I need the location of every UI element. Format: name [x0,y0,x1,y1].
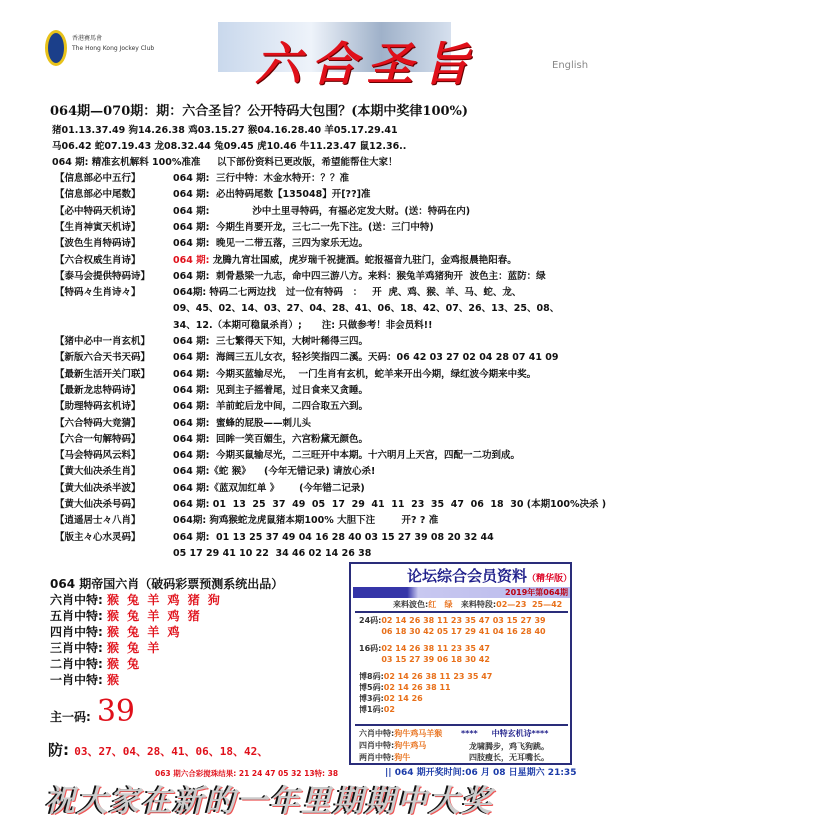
forum-xiao-row [359,728,442,739]
row-content [173,319,432,333]
xiao-value: 猴 兔 [107,657,142,671]
row-text: 064 期:《蛇 猴》 (今年无错记录) 请放心杀! [173,466,376,478]
page-title: 六合圣旨 [255,37,479,91]
row-text: 064 期:《蓝双加红单 》 (今年错二记录) [173,482,365,494]
wave-value: 红 绿 [428,600,453,609]
row-text: 09、45、02、14、03、27、04、28、41、06、18、42、07、26、13、25、08、 [173,303,560,315]
row-label: 【助理特码玄机诗】 [55,401,141,413]
row-text: 龙腾九宵壮国威，虎岁瑞千祝捷酒。蛇报福音九驻门，金鸡报晨艳阳春。 [209,254,517,266]
forum-title-text: 论坛综合会员资料 [407,567,528,585]
poem-line: 四肢瘦长，无耳嘴长。 [469,753,549,762]
xiao-label: 三肖中特: [50,641,103,655]
row-content [173,465,375,479]
code-group-label: 博3码: [359,694,384,703]
xiao-label: 一肖中特: [50,673,103,687]
logo-text [72,34,154,54]
row-text: 064期: 狗鸡猴蛇龙虎鼠猪本期100% 大胆下注 开? ? 准 [173,515,439,527]
main-code [50,694,135,730]
row-text: 064 期: 今期买蓝输尽光， 一门生肖有玄机，蛇羊来开出今期，绿红波今期来中奖。 [173,368,537,380]
row-content [173,514,438,528]
code-group-row [359,654,490,665]
forum-xiao-value: 狗牛 [394,753,411,762]
six-xiao-title: 064 期帝国六肖（破码彩票预测系统出品） [50,577,284,591]
row-label: 【六合一句解特码】 [55,433,141,445]
forum-member-box [349,562,572,765]
row-content [173,237,368,251]
row-content [173,205,470,219]
next-draw-time: || 064 期开奖时间:06 月 08 日星期六 21:35 [385,768,577,778]
period-bar: 2019年第064期 [353,587,570,598]
intro-line: 064 期: 精准玄机解料 100%准准 以下部份资料已更改版，希望能帮住大家！ [52,157,398,168]
code-group-label: 16码: [359,644,382,653]
wave-row [393,599,562,610]
row-text: 064 期: 刺骨悬梁一九志，命中四三游八方。来料：猴兔羊鸡猪狗开 波色主：蓝防：绿 [173,270,546,282]
xiao-value: 猴 [107,673,122,687]
poem-title: **** 中特玄机诗**** [461,729,549,738]
wave-label: 来料波色: [393,600,429,609]
code-group-values: 06 18 30 42 05 17 29 41 04 16 28 40 [381,627,546,636]
code-group-values: 02 [383,705,395,714]
row-label: 【泰马会提供特码诗】 [55,270,151,282]
english-link[interactable]: English [552,60,589,71]
row-text: 064 期: 羊前蛇后龙中间，二四合取五六到。 [173,401,369,413]
logo-en-text: The Hong Kong Jockey Club [72,45,155,52]
row-content [173,172,349,186]
row-content [173,547,371,561]
row-label: 【波色生肖特码诗】 [55,238,141,250]
zodiac-line: 马06.42 蛇07.19.43 龙08.32.44 兔09.45 虎10.46 牛11.23.47 鼠12.36.. [52,141,407,152]
row-label: 【新版六合天书天码】 [55,352,151,364]
row-label: 【逍遥居士々八肖】 [55,515,141,527]
row-label: 【特码々生肖诗々】 [55,287,141,299]
row-content [173,482,365,496]
main-code-value: 39 [96,694,135,729]
code-group-row [359,615,546,626]
backup-label: 防: [48,741,69,759]
row-text: 064 期: 沙中土里寻特码，有福必定发大财。(送：特码在内) [173,205,471,217]
code-group-values: 02 14 26 38 11 23 35 47 [383,672,493,681]
code-group-row [359,693,423,704]
xiao-row [50,608,283,624]
row-content [173,286,521,300]
code-group-label: 博1码: [359,705,384,714]
code-group-row [359,671,492,682]
last-draw-result: 063 期六合彩搅珠结果: 21 24 47 05 32 13特: 38 [155,769,339,778]
poem-line: 龙啸腾步，鸡飞狗跳。 [469,742,549,751]
xiao-value: 猴 兔 羊 [107,641,162,655]
xiao-row [50,640,283,656]
code-group-row [359,682,451,693]
xiao-label: 五肖中特: [50,609,103,623]
code-group-label: 博5码: [359,683,384,692]
row-content [173,221,434,235]
row-content [173,302,559,316]
row-text: 064 期: 01 13 25 37 49 04 16 28 40 03 15 27 39 08 20 32 44 [173,531,494,543]
main-code-label: 主一码: [50,710,91,724]
code-group-row [359,643,490,654]
row-content [173,270,546,284]
row-text: 064 期: 必出特码尾数【135048】开[??]准 [173,189,371,201]
row-label: 【黄大仙决杀号码】 [55,499,141,510]
row-text: 064 期: 见到主子摇着尾，过日食来又贪睡。 [173,384,369,396]
row-label: 【信息部必中尾数】 [55,189,141,201]
backup-values: 03、27、04、28、41、06、18、42、 [74,745,269,758]
xiao-value: 猴 兔 羊 鸡 猪 [107,609,202,623]
row-text: 34、12.（本期可稳鼠杀肖）; 注: 只做参考！非会员料!! [173,319,433,331]
row-content [173,384,368,398]
code-group-values: 03 15 27 39 06 18 30 42 [381,655,490,664]
row-label: 【版主々心水灵码】 [55,531,141,543]
forum-xiao-label: 四肖中特: [359,741,395,750]
forum-xiao-label: 六肖中特: [359,729,395,738]
row-text: 064 期: 今期生肖要开龙，三七二一先下注。(送：三门中特) [173,221,434,233]
xiao-value: 猴 兔 羊 鸡 [107,625,182,639]
logo-cn-text: 香港賽馬會 [72,35,103,42]
forum-xiao-row [359,752,410,763]
jockey-club-logo-icon [45,30,67,66]
code-group-label: 博8码: [359,672,384,681]
row-text: 064 期: 三七繁得天下知，大树叶稀得三四。 [173,336,369,347]
row-text: 064 期: 01 13 25 37 49 05 17 29 41 11 23 35 47 06 18 30 (本期100%决杀 ) [173,499,607,510]
row-text: 064 期: 三行中特：木金水特开：？？准 [173,173,350,184]
row-text: 064 期: 晚见一二带五落，三四为家乐无边。 [173,238,369,250]
row-label: 【生肖神寅天机诗】 [55,221,141,233]
zodiac-line: 猪01.13.37.49 狗14.26.38 鸡03.15.27 猴04.16.28.40 羊05.17.29.41 [52,125,398,136]
row-content [173,400,368,414]
code-group-row [359,704,395,715]
xiao-row [50,672,283,688]
code-group-values: 02 14 26 38 11 [383,683,451,692]
row-text: 064 期: 蜜蜂的屁股——刺儿头 [173,417,312,429]
row-content [173,449,520,463]
row-content [173,531,494,545]
xiao-label: 四肖中特: [50,625,103,639]
row-content [173,335,368,349]
row-content [173,433,368,447]
xiao-label: 二肖中特: [50,657,103,671]
row-content [173,188,370,202]
divider [355,611,568,613]
forum-xiao-row [359,740,426,751]
row-period-highlight: 064 期: [173,254,210,266]
slogan-banner: 祝大家在新的一年里期期中大奖 [45,784,493,819]
row-content [173,368,536,382]
row-label: 【六合权威生肖诗】 [55,254,141,266]
row-content [173,417,311,431]
segment-label: 来料特段: [460,600,497,609]
headline: 064期—070期：期：六合圣旨？公开特码大包围？(本期中奖律100%) [50,104,469,119]
row-content [173,498,606,512]
row-text: 064 期: 今期买鼠输尽光，二三旺开中本期。十六明月上天宫，四配一二功到成。 [173,450,521,462]
edition-label: （精华版） [527,574,573,584]
row-label: 【最新龙忠特码诗】 [55,384,141,396]
code-group-values: 02 14 26 38 11 23 35 47 03 15 27 39 [381,616,546,625]
row-label: 【最新生活开关门联】 [55,368,151,380]
row-label: 【信息部必中五行】 [55,173,141,184]
row-label: 【黄大仙决杀半波】 [55,482,141,494]
row-text: 064 期: 回眸一笑百媚生，六宫粉黛无颜色。 [173,433,369,445]
forum-xiao-label: 两肖中特: [359,753,395,762]
row-label: 【猪中必中一肖玄机】 [55,336,151,347]
code-group-row [359,626,546,637]
xiao-row [50,624,283,640]
row-text: 064 期: 海阔三五儿女衣，轻衫笑指四二溪。天码：06 42 03 27 02 04 28 07 41 09 [173,352,559,364]
six-xiao-section [50,576,283,688]
row-content [173,351,559,365]
row-label: 【必中特码天机诗】 [55,205,141,217]
row-text: 064期: 特码二七两边找 过一位有特码 ： 开 虎、鸡、猴、羊、马、蛇、龙、 [173,287,522,299]
code-group-label: 24码: [359,616,382,625]
row-label: 【马会特码风云料】 [55,450,141,462]
row-label: 【黄大仙决杀生肖】 [55,466,141,478]
forum-xiao-value: 狗牛鸡马 [394,741,427,750]
forum-title [407,567,572,588]
xiao-row [50,592,283,608]
forum-xiao-value: 狗牛鸡马羊猴 [394,729,443,738]
row-label: 【六合特码大竞猜】 [55,417,141,429]
code-group-values: 02 14 26 38 11 23 35 47 [381,644,490,653]
backup-codes [48,740,268,762]
row-content [173,254,517,268]
divider [355,724,568,726]
row-text: 05 17 29 41 10 22 34 46 02 14 26 38 [173,547,372,559]
xiao-value: 猴 兔 羊 鸡 猪 狗 [107,593,222,607]
segment-value: 02—23 25—42 [496,600,563,609]
code-group-values: 02 14 26 [383,694,423,703]
xiao-row [50,656,283,672]
xiao-label: 六肖中特: [50,593,103,607]
